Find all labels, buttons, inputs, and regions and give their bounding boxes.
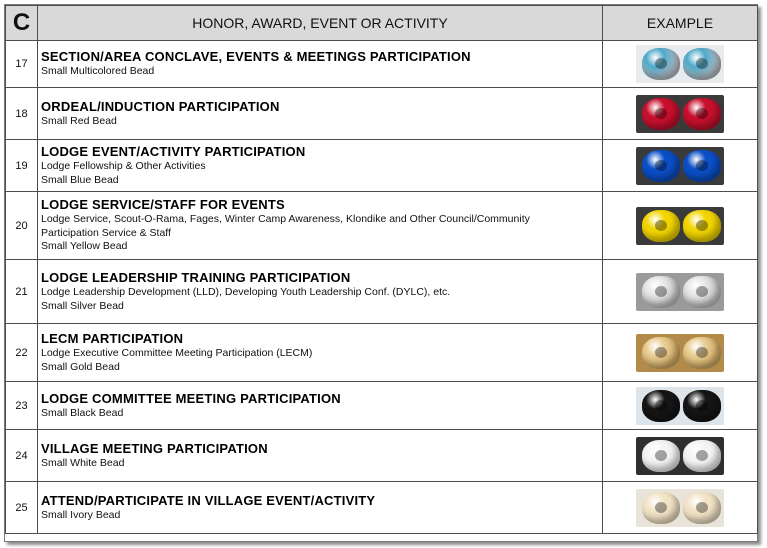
row-example — [603, 382, 758, 430]
row-example — [603, 88, 758, 140]
bead-icon — [642, 210, 680, 242]
row-detail-line: Small Yellow Bead — [41, 240, 128, 253]
bead-image — [636, 147, 724, 185]
row-example — [603, 140, 758, 192]
award-table — [5, 5, 758, 534]
row-detail-line: Small Ivory Bead — [41, 508, 121, 521]
row-number: 20 — [6, 192, 38, 260]
bead-icon — [683, 337, 721, 369]
table-row — [6, 88, 758, 140]
bead-icon — [642, 276, 680, 308]
row-example — [603, 41, 758, 88]
table-row — [6, 192, 758, 260]
row-number: 21 — [6, 260, 38, 324]
bead-icon — [642, 150, 680, 182]
bead-image — [636, 207, 724, 245]
row-description — [38, 324, 603, 382]
bead-icon — [642, 98, 680, 130]
row-number: 24 — [6, 430, 38, 482]
section-letter: C — [6, 6, 38, 41]
row-description — [38, 41, 603, 88]
row-detail-line: Lodge Fellowship & Other Activities — [41, 160, 206, 172]
award-table-frame — [4, 4, 758, 542]
row-description — [38, 140, 603, 192]
table-row — [6, 324, 758, 382]
table-row — [6, 260, 758, 324]
bead-image — [636, 45, 724, 83]
bead-icon — [642, 492, 680, 524]
row-title: SECTION/AREA CONCLAVE, EVENTS & MEETINGS PARTICIPATION — [41, 49, 471, 65]
bead-icon — [642, 390, 680, 422]
row-description — [38, 482, 603, 534]
bead-image — [636, 334, 724, 372]
row-number: 19 — [6, 140, 38, 192]
row-detail-line: Small White Bead — [41, 456, 125, 469]
bead-icon — [683, 492, 721, 524]
row-title: LODGE LEADERSHIP TRAINING PARTICIPATION — [41, 270, 351, 285]
row-detail-line: Lodge Service, Scout-O-Rama, Fages, Winter Camp Awareness, Klondike and Other Council/Community — [41, 213, 530, 226]
row-example — [603, 482, 758, 534]
column-header-honor: HONOR, AWARD, EVENT OR ACTIVITY — [38, 6, 603, 41]
row-number: 22 — [6, 324, 38, 382]
bead-icon — [642, 440, 680, 472]
bead-image — [636, 387, 724, 425]
row-title: LODGE SERVICE/STAFF FOR EVENTS — [41, 197, 285, 213]
row-title: ATTEND/PARTICIPATE IN VILLAGE EVENT/ACTIVITY — [41, 492, 376, 508]
row-example — [603, 260, 758, 324]
row-number: 18 — [6, 88, 38, 140]
bead-icon — [683, 48, 721, 80]
row-description — [38, 192, 603, 260]
table-row — [6, 482, 758, 534]
bead-image — [636, 95, 724, 133]
row-detail-line: Lodge Leadership Development (LLD), Developing Youth Leadership Conf. (DYLC), etc. — [41, 286, 451, 298]
column-header-example: EXAMPLE — [603, 6, 758, 41]
row-example — [603, 192, 758, 260]
bead-image — [636, 273, 724, 311]
row-description — [38, 260, 603, 324]
row-detail-line: Small Red Bead — [41, 114, 117, 127]
table-row — [6, 382, 758, 430]
table-row — [6, 430, 758, 482]
bead-icon — [683, 276, 721, 308]
row-title: LECM PARTICIPATION — [41, 331, 184, 346]
row-detail-line: Small Blue Bead — [41, 173, 119, 186]
bead-icon — [683, 98, 721, 130]
row-detail-line: Small Gold Bead — [41, 360, 120, 373]
bead-icon — [683, 390, 721, 422]
row-number: 23 — [6, 382, 38, 430]
row-detail-line: Participation Service & Staff — [41, 226, 171, 239]
bead-image — [636, 437, 724, 475]
bead-icon — [683, 150, 721, 182]
row-title: ORDEAL/INDUCTION PARTICIPATION — [41, 98, 280, 114]
row-title: LODGE EVENT/ACTIVITY PARTICIPATION — [41, 144, 306, 159]
bead-icon — [683, 210, 721, 242]
row-title: LODGE COMMITTEE MEETING PARTICIPATION — [41, 390, 341, 406]
bead-icon — [642, 48, 680, 80]
bead-icon — [683, 440, 721, 472]
row-number: 17 — [6, 41, 38, 88]
row-detail-line: Lodge Executive Committee Meeting Participation (LECM) — [41, 347, 313, 359]
row-detail-line: Small Black Bead — [41, 406, 124, 419]
bead-icon — [642, 337, 680, 369]
row-number: 25 — [6, 482, 38, 534]
row-description — [38, 382, 603, 430]
row-detail-line: Small Multicolored Bead — [41, 65, 155, 78]
table-header-row — [6, 6, 758, 41]
row-detail-line: Small Silver Bead — [41, 299, 124, 312]
table-row — [6, 140, 758, 192]
row-title: VILLAGE MEETING PARTICIPATION — [41, 440, 268, 456]
bead-image — [636, 489, 724, 527]
row-description — [38, 88, 603, 140]
row-example — [603, 324, 758, 382]
row-example — [603, 430, 758, 482]
row-description — [38, 430, 603, 482]
table-row — [6, 41, 758, 88]
